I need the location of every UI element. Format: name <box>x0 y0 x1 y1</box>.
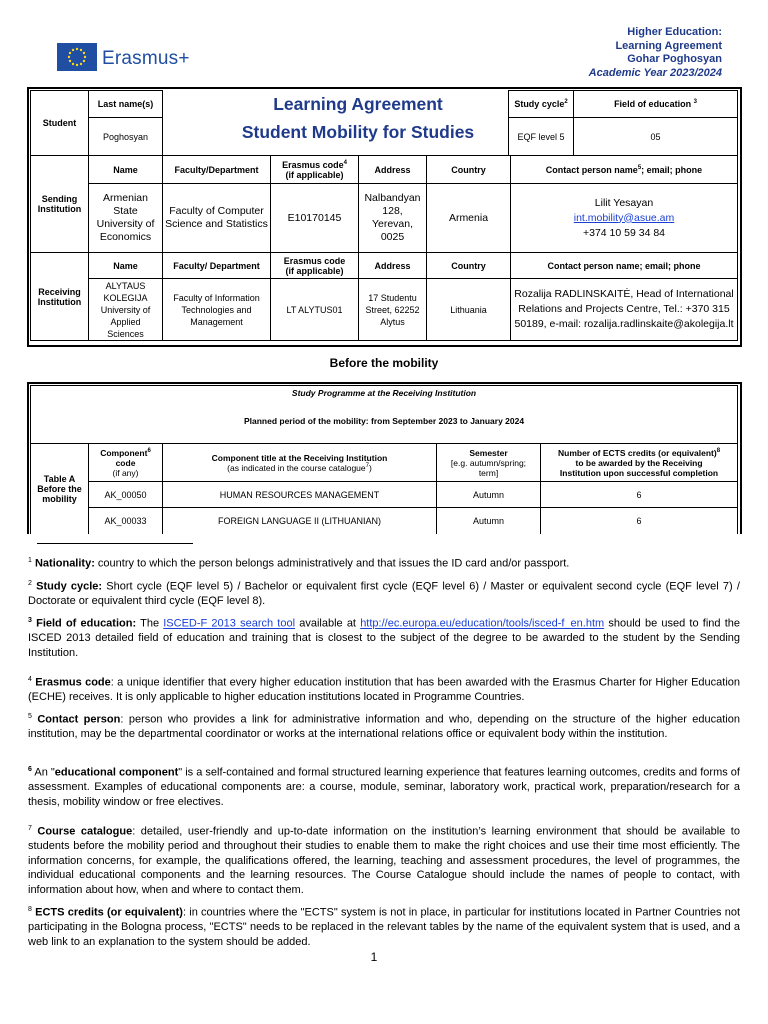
row-code: AK_00033 <box>89 508 163 534</box>
footnote-separator <box>37 543 193 544</box>
footnote-4: $^4$ Erasmus code: a unique identifier that every higher education institution that has been awarded with the Erasmus Charter for Higher Education (ECHE) receives. It is only applicable to higher education institutions located in Programme Countries. <box>28 676 741 704</box>
sending-contact-email[interactable]: int.mobility@asue.am <box>573 211 675 224</box>
sending-contact-phone: +374 10 59 34 84 <box>582 226 666 239</box>
planned-period: Planned period of the mobility: from September 2023 to January 2024 <box>31 400 738 444</box>
sending-h-name: Name <box>89 156 163 184</box>
h-semester: Semester [e.g. autumn/spring; term] <box>437 444 541 482</box>
last-name-label: Last name(s) <box>89 91 163 118</box>
receiving-h-erasmus: Erasmus code (if applicable) <box>271 253 359 279</box>
document-header <box>589 26 722 80</box>
row-title: HUMAN RESOURCES MANAGEMENT <box>163 482 437 508</box>
sending-country: Armenia <box>427 184 511 253</box>
footnote-5: $^5$ Contact person: person who provides a link for administrative information and who, depending on the structure of the higher education institution, may be the departmental coordinator or works at the international relations office or equivalent body within the institution. <box>28 713 740 741</box>
row-code: AK_00050 <box>89 482 163 508</box>
receiving-name: ALYTAUS KOLEGIJA University of Applied Sciences <box>89 279 163 341</box>
study-programme-label: Study Programme at the Receiving Institution <box>31 386 738 400</box>
study-cycle-value: EQF level 5 <box>509 118 574 156</box>
sending-h-faculty: Faculty/Department <box>163 156 271 184</box>
sending-h-contact: Contact person name$^5$; email; phone <box>511 156 738 184</box>
row-credits: 6 <box>541 482 738 508</box>
h-component-title: Component title at the Receiving Institution (as indicated in the course catalogue$^7$) <box>163 444 437 482</box>
field-of-education-value: 05 <box>574 118 738 156</box>
isced-search-tool-link[interactable]: ISCED-F 2013 search tool <box>163 617 296 630</box>
footnote-3: $^3$ Field of education: The ISCED-F 2013 search tool available at http://ec.europa.eu/education/tools/isced-f_en.htm should be used to find the ISCED 2013 detailed field of education and training that is closest to the subject of the degree to be awarded to the student by the Sending Institution. <box>28 617 740 659</box>
student-label: Student <box>31 91 89 156</box>
footnote-2: $^2$ Study cycle: Short cycle (EQF level 5) / Bachelor or equivalent first cycle (EQF level 6) / Master or equivalent second cycle (EQF level 7) / Doctorate or equivalent third cycle (EQF level 8). <box>28 580 740 608</box>
eu-flag-icon <box>57 43 97 71</box>
receiving-erasmus-code: LT ALYTUS01 <box>271 279 359 341</box>
receiving-h-name: Name <box>89 253 163 279</box>
header-academic-year: Academic Year 2023/2024 <box>588 66 722 79</box>
sending-erasmus-code: E10170145 <box>271 184 359 253</box>
sending-name: Armenian State University of Economics <box>89 184 163 253</box>
h-component-code: Component$^6$ code (if any) <box>89 444 163 482</box>
h-ects-credits: Number of ECTS credits (or equivalent)$^8$ to be awarded by the Receiving Institution upon successful completion <box>541 444 738 482</box>
field-of-education-label: Field of education $^3$ <box>574 91 738 118</box>
erasmus-logo <box>57 43 197 73</box>
sending-contact <box>511 184 738 253</box>
logo-text: Erasmus+ <box>102 48 190 69</box>
receiving-h-country: Country <box>427 253 511 279</box>
sending-h-address: Address <box>359 156 427 184</box>
sending-faculty: Faculty of Computer Science and Statistics <box>163 184 271 253</box>
page-number: 1 <box>370 950 378 964</box>
sending-address: Nalbandyan 128, Yerevan, 0025 <box>359 184 427 253</box>
header-line-2: Learning Agreement <box>615 39 722 52</box>
isced-url-link[interactable]: http://ec.europa.eu/education/tools/isced-f_en.htm <box>360 617 605 630</box>
header-line-1: Higher Education: <box>627 26 722 38</box>
receiving-label: Receiving Institution <box>31 253 89 341</box>
receiving-h-address: Address <box>359 253 427 279</box>
table-row <box>31 482 738 508</box>
last-name-value: Poghosyan <box>89 118 163 156</box>
footnote-1: $^1$ Nationality: country to which the person belongs administratively and that issues the ID card and/or passport. <box>28 557 570 570</box>
receiving-address: 17 Studentu Street, 62252 Alytus <box>359 279 427 341</box>
institutions-table <box>30 155 738 341</box>
sending-label: Sending Institution <box>31 156 89 253</box>
row-title: FOREIGN LANGUAGE II (LITHUANIAN) <box>163 508 437 534</box>
header-line-3: Gohar Poghosyan <box>627 53 722 65</box>
receiving-faculty: Faculty of Information Technologies and Management <box>163 279 271 341</box>
receiving-contact: Rozalija RADLINSKAITĖ, Head of International Relations and Projects Centre, Tel.: +370 315 50189, e-mail: rozalija.radlinskaite@akolegija.lt <box>511 279 738 341</box>
before-mobility-heading: Before the mobility <box>329 356 439 370</box>
sending-contact-name: Lilit Yesayan <box>594 196 654 209</box>
title-line-2: Student Mobility for Studies <box>241 122 475 142</box>
receiving-h-faculty: Faculty/ Department <box>163 253 271 279</box>
sending-h-country: Country <box>427 156 511 184</box>
footnote-8: $^8$ ECTS credits (or equivalent): in countries where the "ECTS" system is not in place, in particular for institutions located in Partner Countries not participating in the Bologna process, "ECTS" needs to be replaced in the relevant tables by the name of the equivalent system that is used, and a web link to an explanation to the system should be added. <box>28 906 740 948</box>
title-line-1: Learning Agreement <box>273 94 443 114</box>
document-title <box>190 90 526 146</box>
table-a <box>30 385 738 534</box>
footnote-6: $^6$ An "educational component" is a self-contained and formal structured learning experience that features learning outcomes, credits and forms of assessment. Examples of educational components are: a course, module, seminar, laboratory work, practical work, preparation/research for a thesis, mobility window or free electives. <box>28 766 740 808</box>
sending-h-erasmus: Erasmus code$^4$ (if applicable) <box>271 156 359 184</box>
row-semester: Autumn <box>437 508 541 534</box>
row-semester: Autumn <box>437 482 541 508</box>
footnote-7: $^7$ Course catalogue: detailed, user-friendly and up-to-date information on the institution’s learning environment that should be available to students before the mobility period and throughout their studies to enable them to make the right choices and use their time most efficiently. The information concerns, for example, the qualifications offered, the learning, teaching and assessment procedures, the level of programmes, the individual educational components and the learning resources. The Course Catalogue should include the names of people to contact, with information about how, when and where to contact them. <box>28 825 740 896</box>
study-cycle-label: Study cycle$^2$ <box>509 91 574 118</box>
table-a-label: Table A Before the mobility <box>31 444 89 534</box>
table-row <box>31 508 738 534</box>
row-credits: 6 <box>541 508 738 534</box>
receiving-country: Lithuania <box>427 279 511 341</box>
receiving-h-contact: Contact person name; email; phone <box>511 253 738 279</box>
